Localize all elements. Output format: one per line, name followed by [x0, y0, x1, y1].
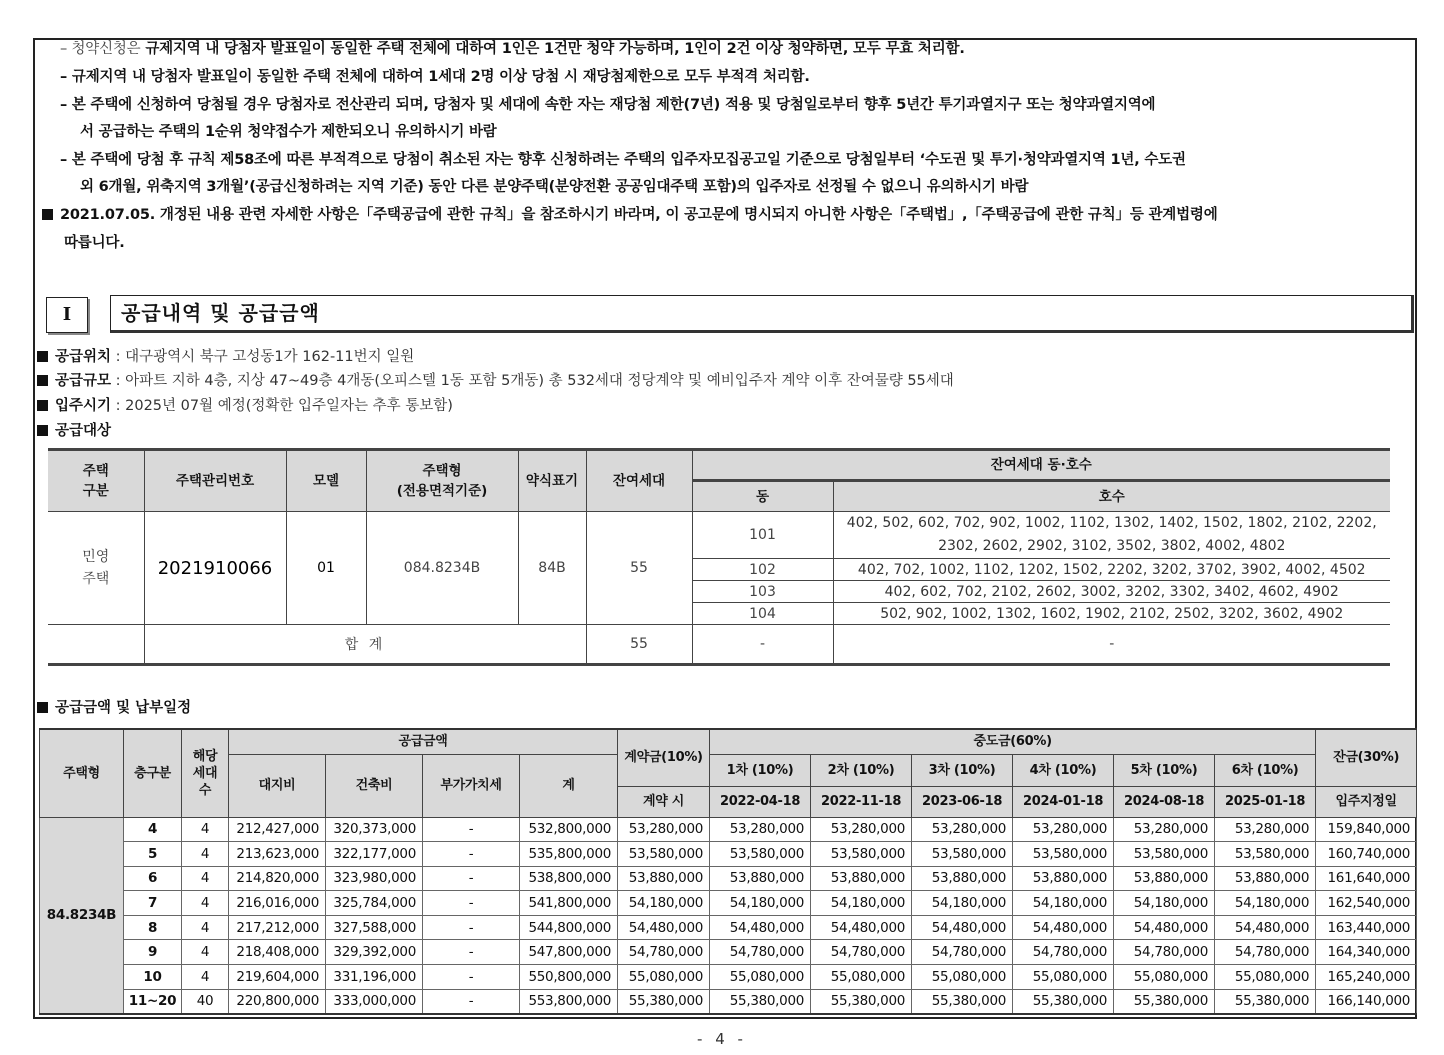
vat-cell: -	[423, 866, 520, 891]
floor-cell: 6	[124, 866, 182, 891]
notice-line-3	[60, 95, 1415, 115]
dong-cell: 103	[692, 581, 833, 603]
info-label: 공급규모	[55, 373, 112, 389]
header-installment-6: 6차 (10%)	[1215, 754, 1316, 786]
sum-cell: 532,800,000	[520, 817, 618, 842]
middle-payment-cell: 54,480,000	[1215, 915, 1316, 940]
info-target	[37, 421, 111, 441]
notice-text: – 본 주택에 신청하여 당첨될 경우 당첨자로 전산관리 되며, 당첨자 및 세대에 속한 자는 재당첨 제한(7년) 적용 및 당첨일로부터 향후 5년간 투기과열지구 또는 청약과열지역에	[60, 97, 1156, 113]
vat-cell: -	[423, 940, 520, 965]
vat-cell: -	[423, 965, 520, 990]
header-contract-when: 계약 시	[618, 786, 710, 817]
contract-cell: 54,180,000	[618, 891, 710, 916]
total-count: 55	[586, 625, 692, 665]
middle-payment-cell: 55,080,000	[710, 965, 811, 990]
middle-payment-cell: 54,180,000	[1013, 891, 1114, 916]
model-cell: 01	[286, 512, 366, 625]
building-cell: 331,196,000	[326, 965, 423, 990]
notice-line-6	[80, 177, 1435, 197]
middle-payment-cell: 53,580,000	[1215, 842, 1316, 867]
floor-cell: 5	[124, 842, 182, 867]
info-value: : 2025년 07월 예정(정확한 입주일자는 추후 통보함)	[111, 398, 453, 414]
land-cell: 218,408,000	[229, 940, 326, 965]
sum-cell: 535,800,000	[520, 842, 618, 867]
ho-cell: 402, 602, 702, 2102, 2602, 3002, 3202, 3302, 3402, 4602, 4902	[833, 581, 1390, 603]
table-row	[40, 817, 1417, 842]
middle-payment-cell: 54,180,000	[1215, 891, 1316, 916]
table-row	[40, 891, 1417, 916]
info-movein	[37, 396, 453, 416]
total-ho: -	[833, 625, 1390, 665]
land-cell: 219,604,000	[229, 965, 326, 990]
table-row	[40, 842, 1417, 867]
middle-payment-cell: 53,880,000	[912, 866, 1013, 891]
notice-line-8	[64, 233, 1419, 253]
info-value: : 대구광역시 북구 고성동1가 162-11번지 일원	[111, 349, 415, 365]
units-cell: 4	[182, 940, 229, 965]
floor-cell: 10	[124, 965, 182, 990]
middle-payment-cell: 53,280,000	[1114, 817, 1215, 842]
header-short: 약식표기	[518, 450, 586, 512]
middle-payment-cell: 54,780,000	[912, 940, 1013, 965]
header-units: 해당 세대 수	[182, 729, 229, 817]
section-header	[46, 295, 1416, 335]
middle-payment-cell: 53,880,000	[1013, 866, 1114, 891]
sum-cell: 547,800,000	[520, 940, 618, 965]
balance-cell: 166,140,000	[1316, 989, 1417, 1014]
dong-cell: 104	[692, 603, 833, 625]
header-date-1: 2022-04-18	[710, 786, 811, 817]
header-balance: 잔금(30%)	[1316, 729, 1417, 786]
header-contract: 계약금(10%)	[618, 729, 710, 786]
middle-payment-cell: 55,080,000	[1013, 965, 1114, 990]
header-model: 모델	[286, 450, 366, 512]
contract-cell: 54,480,000	[618, 915, 710, 940]
sum-cell: 550,800,000	[520, 965, 618, 990]
square-bullet-icon	[37, 375, 48, 386]
balance-cell: 163,440,000	[1316, 915, 1417, 940]
header-installment-5: 5차 (10%)	[1114, 754, 1215, 786]
middle-payment-cell: 54,780,000	[710, 940, 811, 965]
middle-payment-cell: 54,480,000	[912, 915, 1013, 940]
dong-cell: 101	[692, 512, 833, 559]
vat-cell: -	[423, 915, 520, 940]
middle-payment-cell: 55,380,000	[1013, 989, 1114, 1014]
square-bullet-icon	[37, 425, 48, 436]
info-value: : 아파트 지하 4층, 지상 47~49층 4개동(오피스텔 1동 포함 5개동) 총 532세대 정당계약 및 예비입주자 계약 이후 잔여물량 55세대	[111, 373, 954, 389]
middle-payment-cell: 55,080,000	[912, 965, 1013, 990]
price-title	[37, 698, 191, 718]
middle-payment-cell: 53,580,000	[811, 842, 912, 867]
sum-cell: 544,800,000	[520, 915, 618, 940]
land-cell: 213,623,000	[229, 842, 326, 867]
middle-payment-cell: 55,380,000	[1114, 989, 1215, 1014]
sum-cell: 553,800,000	[520, 989, 618, 1014]
middle-payment-cell: 55,380,000	[1215, 989, 1316, 1014]
middle-payment-cell: 53,880,000	[1215, 866, 1316, 891]
middle-payment-cell: 55,080,000	[1215, 965, 1316, 990]
units-cell: 4	[182, 817, 229, 842]
units-cell: 4	[182, 866, 229, 891]
middle-payment-cell: 54,480,000	[1114, 915, 1215, 940]
middle-payment-cell: 54,780,000	[1114, 940, 1215, 965]
header-type: 주택형	[40, 729, 124, 817]
header-date-6: 2025-01-18	[1215, 786, 1316, 817]
units-cell: 4	[182, 842, 229, 867]
header-ho: 호수	[833, 481, 1390, 512]
contract-cell: 55,080,000	[618, 965, 710, 990]
info-scale	[37, 371, 954, 391]
contract-cell: 54,780,000	[618, 940, 710, 965]
notice-text: – 본 주택에 당첨 후 규칙 제58조에 따른 부적격으로 당첨이 취소된 자는 향후 신청하려는 주택의 입주자모집공고일 기준으로 당첨일부터 ‘수도권 및 투기·청약과열지역 1년, 수도권	[60, 152, 1186, 168]
sum-cell: 541,800,000	[520, 891, 618, 916]
vat-cell: -	[423, 817, 520, 842]
land-cell: 217,212,000	[229, 915, 326, 940]
units-cell: 4	[182, 891, 229, 916]
total-blank	[48, 625, 144, 665]
section-title: 공급내역 및 공급금액	[110, 295, 1414, 333]
total-row	[48, 625, 1390, 665]
floor-cell: 11~20	[124, 989, 182, 1014]
middle-payment-cell: 54,480,000	[811, 915, 912, 940]
price-title-text: 공급금액 및 납부일정	[55, 700, 192, 716]
units-cell: 4	[182, 915, 229, 940]
balance-cell: 160,740,000	[1316, 842, 1417, 867]
middle-payment-cell: 54,780,000	[811, 940, 912, 965]
header-kind: 주택 구분	[48, 450, 144, 512]
middle-payment-cell: 53,880,000	[1114, 866, 1215, 891]
short-cell: 84B	[518, 512, 586, 625]
table-row	[48, 512, 1390, 559]
notice-lead: – 청약신청은	[60, 41, 141, 57]
building-cell: 327,588,000	[326, 915, 423, 940]
notice-text: 따릅니다.	[64, 235, 125, 251]
middle-payment-cell: 55,380,000	[912, 989, 1013, 1014]
type-cell: 84.8234B	[40, 817, 124, 1014]
page-number: - 4 -	[697, 1030, 747, 1048]
total-label: 합 계	[144, 625, 586, 665]
balance-cell: 164,340,000	[1316, 940, 1417, 965]
square-bullet-icon	[37, 702, 48, 713]
dong-cell: 102	[692, 559, 833, 581]
notice-line-7	[42, 205, 1397, 225]
balance-cell: 159,840,000	[1316, 817, 1417, 842]
balance-cell: 165,240,000	[1316, 965, 1417, 990]
land-cell: 220,800,000	[229, 989, 326, 1014]
square-bullet-icon	[37, 400, 48, 411]
sum-cell: 538,800,000	[520, 866, 618, 891]
building-cell: 325,784,000	[326, 891, 423, 916]
ho-cell: 402, 502, 602, 702, 902, 1002, 1102, 1302, 1402, 1502, 1802, 2102, 2202, 2302, 2602, 2902, 3102, 3502, 3802, 4002, 4802	[833, 512, 1390, 559]
info-label: 공급위치	[55, 349, 112, 365]
price-table	[39, 728, 1417, 1015]
units-cell: 40	[182, 989, 229, 1014]
info-label: 공급대상	[55, 423, 112, 439]
contract-cell: 53,880,000	[618, 866, 710, 891]
notice-text: 2021.07.05. 개정된 내용 관련 자세한 사항은「주택공급에 관한 규칙」을 참조하시기 바라며, 이 공고문에 명시되지 아니한 사항은「주택법」,「주택공급에 관한 규칙」등 관계법령에	[60, 207, 1218, 223]
notice-line-2	[60, 67, 1415, 87]
middle-payment-cell: 54,180,000	[1114, 891, 1215, 916]
middle-payment-cell: 54,780,000	[1215, 940, 1316, 965]
middle-payment-cell: 55,080,000	[1114, 965, 1215, 990]
contract-cell: 55,380,000	[618, 989, 710, 1014]
units-cell: 4	[182, 965, 229, 990]
total-dong: -	[692, 625, 833, 665]
land-cell: 212,427,000	[229, 817, 326, 842]
header-dongho: 잔여세대 동·호수	[692, 450, 1390, 481]
middle-payment-cell: 54,180,000	[912, 891, 1013, 916]
middle-payment-cell: 53,580,000	[1013, 842, 1114, 867]
header-mgmt-no: 주택관리번호	[144, 450, 286, 512]
building-cell: 322,177,000	[326, 842, 423, 867]
middle-payment-cell: 53,280,000	[1013, 817, 1114, 842]
middle-payment-cell: 54,180,000	[811, 891, 912, 916]
header-installment-1: 1차 (10%)	[710, 754, 811, 786]
middle-payment-cell: 53,880,000	[811, 866, 912, 891]
land-cell: 216,016,000	[229, 891, 326, 916]
notice-text: 규제지역 내 당첨자 발표일이 동일한 주택 전체에 대하여 1인은 1건만 청약 가능하며, 1인이 2건 이상 청약하면, 모두 무효 처리함.	[140, 41, 965, 57]
header-land: 대지비	[229, 754, 326, 817]
square-bullet-icon	[42, 209, 53, 220]
building-cell: 320,373,000	[326, 817, 423, 842]
middle-payment-cell: 54,180,000	[710, 891, 811, 916]
middle-payment-cell: 55,380,000	[811, 989, 912, 1014]
header-installment-3: 3차 (10%)	[912, 754, 1013, 786]
header-date-2: 2022-11-18	[811, 786, 912, 817]
middle-payment-cell: 55,080,000	[811, 965, 912, 990]
middle-payment-cell: 55,380,000	[710, 989, 811, 1014]
header-installment-2: 2차 (10%)	[811, 754, 912, 786]
balance-cell: 161,640,000	[1316, 866, 1417, 891]
table-row	[40, 940, 1417, 965]
vat-cell: -	[423, 989, 520, 1014]
section-number: I	[46, 297, 88, 333]
balance-cell: 162,540,000	[1316, 891, 1417, 916]
middle-payment-cell: 53,280,000	[710, 817, 811, 842]
header-balance-when: 입주지정일	[1316, 786, 1417, 817]
ho-cell: 402, 702, 1002, 1102, 1202, 1502, 2202, 3202, 3702, 3902, 4002, 4502	[833, 559, 1390, 581]
header-remaining: 잔여세대	[586, 450, 692, 512]
header-date-3: 2023-06-18	[912, 786, 1013, 817]
notice-text: – 규제지역 내 당첨자 발표일이 동일한 주택 전체에 대하여 1세대 2명 이상 당첨 시 재당첨제한으로 모두 부적격 처리함.	[60, 69, 810, 85]
table-row	[40, 965, 1417, 990]
remaining-cell: 55	[586, 512, 692, 625]
middle-payment-cell: 53,280,000	[1215, 817, 1316, 842]
building-cell: 323,980,000	[326, 866, 423, 891]
building-cell: 329,392,000	[326, 940, 423, 965]
middle-payment-cell: 53,580,000	[1114, 842, 1215, 867]
land-cell: 214,820,000	[229, 866, 326, 891]
table-row	[40, 989, 1417, 1014]
middle-payment-cell: 53,580,000	[912, 842, 1013, 867]
header-date-5: 2024-08-18	[1114, 786, 1215, 817]
supply-target-table	[48, 448, 1390, 666]
middle-payment-cell: 53,280,000	[912, 817, 1013, 842]
notice-line-1	[60, 39, 1415, 59]
middle-payment-cell: 54,480,000	[1013, 915, 1114, 940]
mgmt-no-cell: 2021910066	[144, 512, 286, 625]
building-cell: 333,000,000	[326, 989, 423, 1014]
header-date-4: 2024-01-18	[1013, 786, 1114, 817]
type-cell: 084.8234B	[366, 512, 518, 625]
notice-line-5	[60, 150, 1415, 170]
floor-cell: 7	[124, 891, 182, 916]
floor-cell: 8	[124, 915, 182, 940]
middle-payment-cell: 53,280,000	[811, 817, 912, 842]
header-installment-4: 4차 (10%)	[1013, 754, 1114, 786]
middle-payment-cell: 53,880,000	[710, 866, 811, 891]
ho-cell: 502, 902, 1002, 1302, 1602, 1902, 2102, 2502, 3202, 3602, 4902	[833, 603, 1390, 625]
header-type: 주택형 (전용면적기준)	[366, 450, 518, 512]
notice-text: 서 공급하는 주택의 1순위 청약접수가 제한되오니 유의하시기 바람	[80, 124, 497, 140]
vat-cell: -	[423, 891, 520, 916]
header-building: 건축비	[326, 754, 423, 817]
header-vat: 부가가치세	[423, 754, 520, 817]
table-row	[40, 915, 1417, 940]
table-row	[40, 866, 1417, 891]
middle-payment-cell: 54,780,000	[1013, 940, 1114, 965]
notice-text: 외 6개월, 위축지역 3개월’(공급신청하려는 지역 기준) 동안 다른 분양주택(분양전환 공공임대주택 포함)의 입주자로 선정될 수 없으니 유의하시기 바람	[80, 179, 1029, 195]
middle-payment-cell: 53,580,000	[710, 842, 811, 867]
header-middle: 중도금(60%)	[710, 729, 1316, 754]
notice-line-4	[80, 122, 1435, 142]
info-label: 입주시기	[55, 398, 112, 414]
kind-cell: 민영 주택	[48, 512, 144, 625]
contract-cell: 53,280,000	[618, 817, 710, 842]
floor-cell: 9	[124, 940, 182, 965]
square-bullet-icon	[37, 351, 48, 362]
floor-cell: 4	[124, 817, 182, 842]
header-sum: 계	[520, 754, 618, 817]
header-supply: 공급금액	[229, 729, 618, 754]
info-location	[37, 347, 414, 367]
contract-cell: 53,580,000	[618, 842, 710, 867]
middle-payment-cell: 54,480,000	[710, 915, 811, 940]
vat-cell: -	[423, 842, 520, 867]
header-dong: 동	[692, 481, 833, 512]
header-floor: 층구분	[124, 729, 182, 817]
